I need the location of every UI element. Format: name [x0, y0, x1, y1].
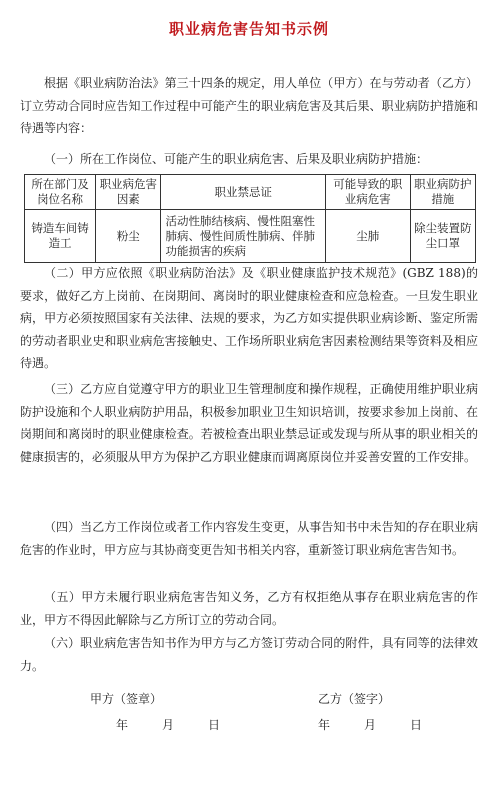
date-day-label: 日	[410, 718, 423, 732]
section-1-heading: （一）所在工作岗位、可能产生的职业病危害、后果及职业病防护措施：	[44, 152, 429, 166]
date-day-label: 日	[208, 718, 221, 732]
table-cell-factor: 粉尘	[96, 210, 161, 263]
date-year-label: 年	[116, 718, 129, 732]
section-2-paragraph: （二）甲方应依照《职业病防治法》及《职业健康监护技术规范》(GBZ 188)的要求，做好乙方上岗前、在岗期间、离岗时的职业健康检查和应急检查。一旦发生职业病，甲方必须按照国家有关法律、法规的要求，为乙方如实提供职业病诊断、鉴定所需的劳动者职业史和职业病危害接触史、工作场所职业病危害因素检测结果等资料及相应待遇。	[20, 266, 478, 370]
table-header-row	[25, 175, 476, 210]
date-month-label: 月	[162, 718, 175, 732]
section-4-paragraph: （四）当乙方工作岗位或者工作内容发生变更，从事告知书中未告知的存在职业病危害的作业时，甲方应与其协商变更告知书相关内容，重新签订职业病危害告知书。	[20, 520, 478, 557]
table-header-hazard: 可能导致的职业病危害	[325, 175, 410, 210]
table-header-contraindication: 职业禁忌证	[161, 175, 325, 210]
party-a-date-line	[116, 716, 220, 733]
intro-paragraph: 根据《职业病防治法》第三十四条的规定，用人单位（甲方）在与劳动者（乙方）订立劳动合同时应告知工作过程中可能产生的职业病危害及其后果、职业病防护措施和待遇等内容：	[20, 76, 478, 135]
table-row	[25, 210, 476, 263]
table-cell-hazard: 尘肺	[325, 210, 410, 263]
document-title: 职业病危害告知书示例	[168, 20, 329, 38]
section-5-paragraph: （五）甲方未履行职业病危害告知义务，乙方有权拒绝从事存在职业病危害的作业，甲方不得因此解除与乙方所订立的劳动合同。	[20, 590, 478, 627]
party-a-signature-label: 甲方（签章）	[90, 692, 163, 706]
table-cell-contraindication: 活动性肺结核病、慢性阻塞性肺病、慢性间质性肺病、伴肺功能损害的疾病	[161, 210, 325, 263]
table-header-protection: 职业病防护措施	[410, 175, 475, 210]
party-b-date-line	[318, 716, 422, 733]
section-3-paragraph: （三）乙方应自觉遵守甲方的职业卫生管理制度和操作规程，正确使用维护职业病防护设施和个人职业病防护用品，积极参加职业卫生知识培训，按要求参加上岗前、在岗期间和离岗时的职业健康检查。若被检查出职业禁忌证或发现与所从事的职业相关的健康损害的，必须服从甲方为保护乙方职业健康而调离原岗位并妥善安置的工作安排。	[20, 382, 478, 464]
section-6-paragraph: （六）职业病危害告知书作为甲方与乙方签订劳动合同的附件，具有同等的法律效力。	[20, 636, 478, 673]
date-month-label: 月	[364, 718, 377, 732]
table-header-dept: 所在部门及岗位名称	[25, 175, 96, 210]
hazard-table	[24, 174, 476, 263]
date-year-label: 年	[318, 718, 331, 732]
table-cell-dept: 铸造车间铸造工	[25, 210, 96, 263]
table-cell-protection: 除尘装置防尘口罩	[410, 210, 475, 263]
party-b-signature-label: 乙方（签字）	[318, 692, 391, 706]
table-header-factor: 职业病危害因素	[96, 175, 161, 210]
